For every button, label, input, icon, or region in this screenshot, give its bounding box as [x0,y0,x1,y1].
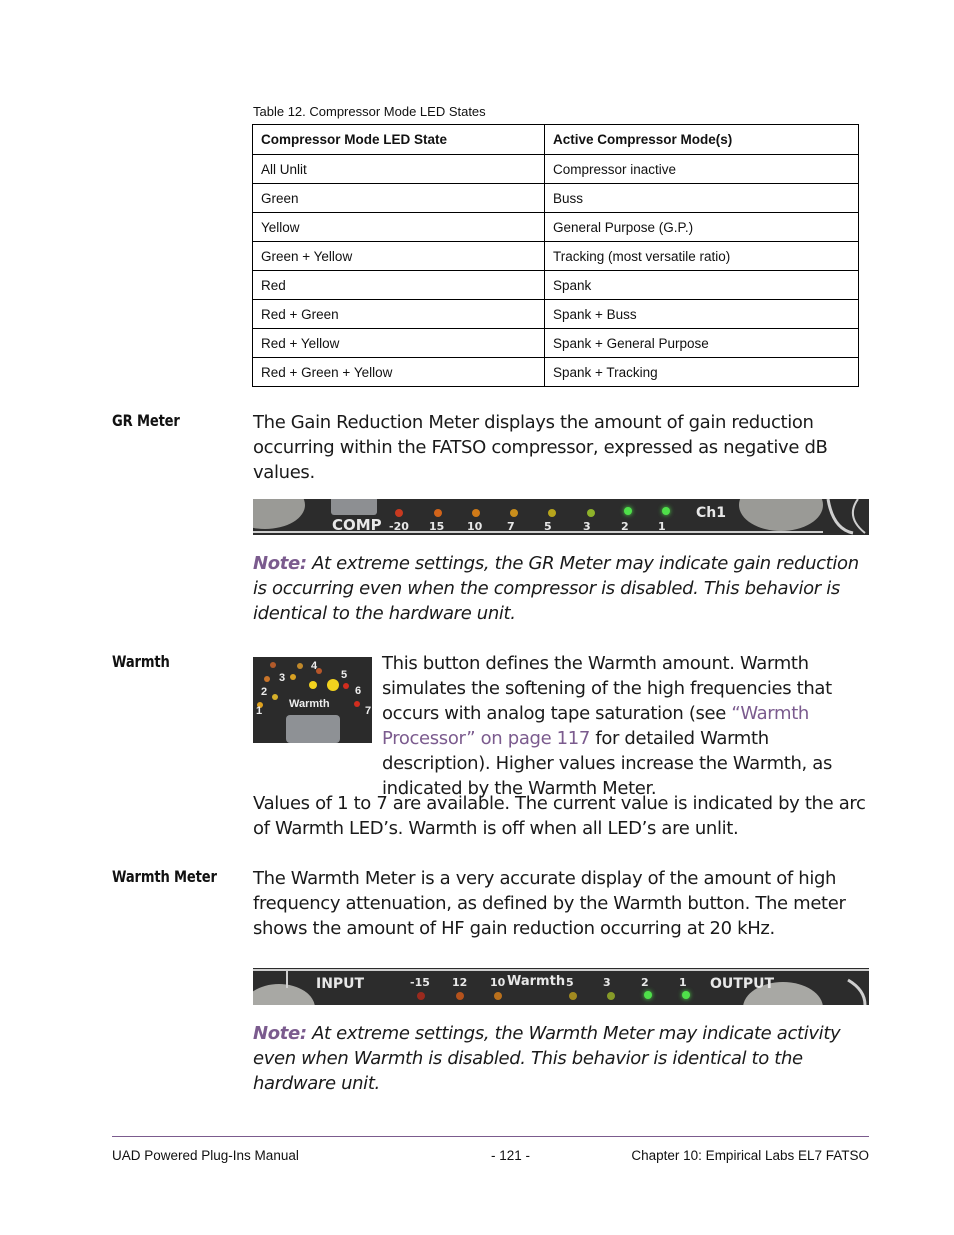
compressor-led-table [252,124,859,387]
warmth-number: 6 [355,685,362,697]
warmth-heading: Warmth [112,652,170,671]
output-label: OUTPUT [710,976,774,992]
table-cell: Compressor inactive [545,155,859,184]
gr-scale-label: 2 [621,520,629,533]
warmth-scale-label: 5 [566,976,574,989]
table-row [253,155,859,184]
table-cell: Tracking (most versatile ratio) [545,242,859,271]
table-cell: Spank + Tracking [545,358,859,387]
table-cell: General Purpose (G.P.) [545,213,859,242]
gr-meter-note [253,551,869,626]
warmth-led [644,991,652,999]
input-label: INPUT [316,976,365,992]
warmth-number: 7 [365,705,372,717]
gr-meter-image [253,499,869,535]
warmth-para2: Values of 1 to 7 are available. The current value is indicated by the arc of Warmth LED’s. Warmth is off when all LED’s are unlit. [253,793,866,839]
gr-led [434,509,442,517]
warmth-para1-b: for detailed Warmth description). Higher values increase the Warmth, as indicated by the Warmth Meter. [382,728,832,799]
warmth-number: 5 [341,669,348,681]
footer-chapter-title: Chapter 10: Empirical Labs EL7 FATSO [631,1148,869,1163]
footer-rule [112,1136,869,1137]
table-cell: Buss [545,184,859,213]
table-header-cell: Active Compressor Mode(s) [545,125,859,155]
warmth-para1-a: This button defines the Warmth amount. Warmth simulates the softening of the high frequencies that occurs with analog tape saturation (see [382,653,832,724]
gr-led [395,509,403,517]
table-header-cell: Compressor Mode LED State [253,125,545,155]
warmth-led [456,992,464,1000]
warmth-meter-text: The Warmth Meter is a very accurate display of the amount of high frequency attenuation, as defined by the Warmth button. The meter shows the amount of HF gain reduction occurring at 20 kHz. [253,868,846,939]
gr-scale-label: 1 [658,520,666,533]
ch1-label: Ch1 [696,505,726,521]
table-row [253,300,859,329]
warmth-led [607,992,615,1000]
warmth-para1-top [382,651,869,801]
warmth-led [682,991,690,999]
gr-led [587,509,595,517]
warmth-scale-label: 1 [679,976,687,989]
table-row [253,358,859,387]
note-label: Note: [253,1023,307,1044]
warmth-meter-heading: Warmth Meter [112,867,217,886]
table-cell: Spank [545,271,859,300]
table-cell: Spank + Buss [545,300,859,329]
gr-meter-heading: GR Meter [112,411,180,430]
table-row [253,329,859,358]
gr-scale-label: 10 [467,520,483,533]
warmth-led [417,992,425,1000]
table-row [253,242,859,271]
gr-scale-label: 15 [429,520,445,533]
warmth-scale-label: 12 [452,976,468,989]
warmth-scale-label: -15 [410,976,430,989]
warmth-number: 3 [279,672,286,684]
table-caption: Table 12. Compressor Mode LED States [253,104,486,119]
gr-scale-label: 3 [583,520,591,533]
gr-meter-text: The Gain Reduction Meter displays the amount of gain reduction occurring within the FATSO compressor, expressed as negative dB values. [253,412,828,483]
table-header-row [253,125,859,155]
gr-scale-label: 5 [544,520,552,533]
table-cell: Green [253,184,545,213]
table-cell: Red + Green + Yellow [253,358,545,387]
table-cell: Red + Green [253,300,545,329]
footer-page-number: - 121 - [491,1148,531,1163]
footer-manual-title: UAD Powered Plug-Ins Manual [112,1148,299,1163]
note-label: Note: [253,553,307,574]
warmth-led [569,992,577,1000]
warmth-led [494,992,502,1000]
warmth-number: 1 [256,705,263,717]
note-text: At extreme settings, the GR Meter may indicate gain reduction is occurring even when the compressor is disabled. This behavior is identical to the hardware unit. [253,553,859,624]
table-cell: Red [253,271,545,300]
warmth-scale-label: 3 [603,976,611,989]
warmth-number: 4 [311,660,318,672]
warmth-scale-label: 2 [641,976,649,989]
warmth-scale-label: 10 [490,976,506,989]
gr-led [662,507,670,515]
comp-label: COMP [332,516,382,534]
gr-scale-label: -20 [389,520,409,533]
gr-scale-label: 7 [507,520,515,533]
table-cell: Yellow [253,213,545,242]
gr-led [472,509,480,517]
warmth-label: Warmth [507,974,566,989]
table-cell: Red + Yellow [253,329,545,358]
table-row [253,213,859,242]
table-row [253,184,859,213]
table-cell: Green + Yellow [253,242,545,271]
gr-led [548,509,556,517]
warmth-number: 2 [261,686,268,698]
gr-led [624,507,632,515]
table-cell: Spank + General Purpose [545,329,859,358]
warmth-button-image [253,657,372,743]
table-row [253,271,859,300]
warmth-button-label: Warmth [289,698,330,710]
warmth-processor-link[interactable]: “Warmth Processor” on page 117 [382,703,809,749]
note-text: At extreme settings, the Warmth Meter may indicate activity even when Warmth is disabled. This behavior is identical to the hardware unit. [253,1023,841,1094]
warmth-meter-note [253,1021,869,1096]
warmth-meter-image [253,968,869,1005]
gr-led [510,509,518,517]
table-cell: All Unlit [253,155,545,184]
